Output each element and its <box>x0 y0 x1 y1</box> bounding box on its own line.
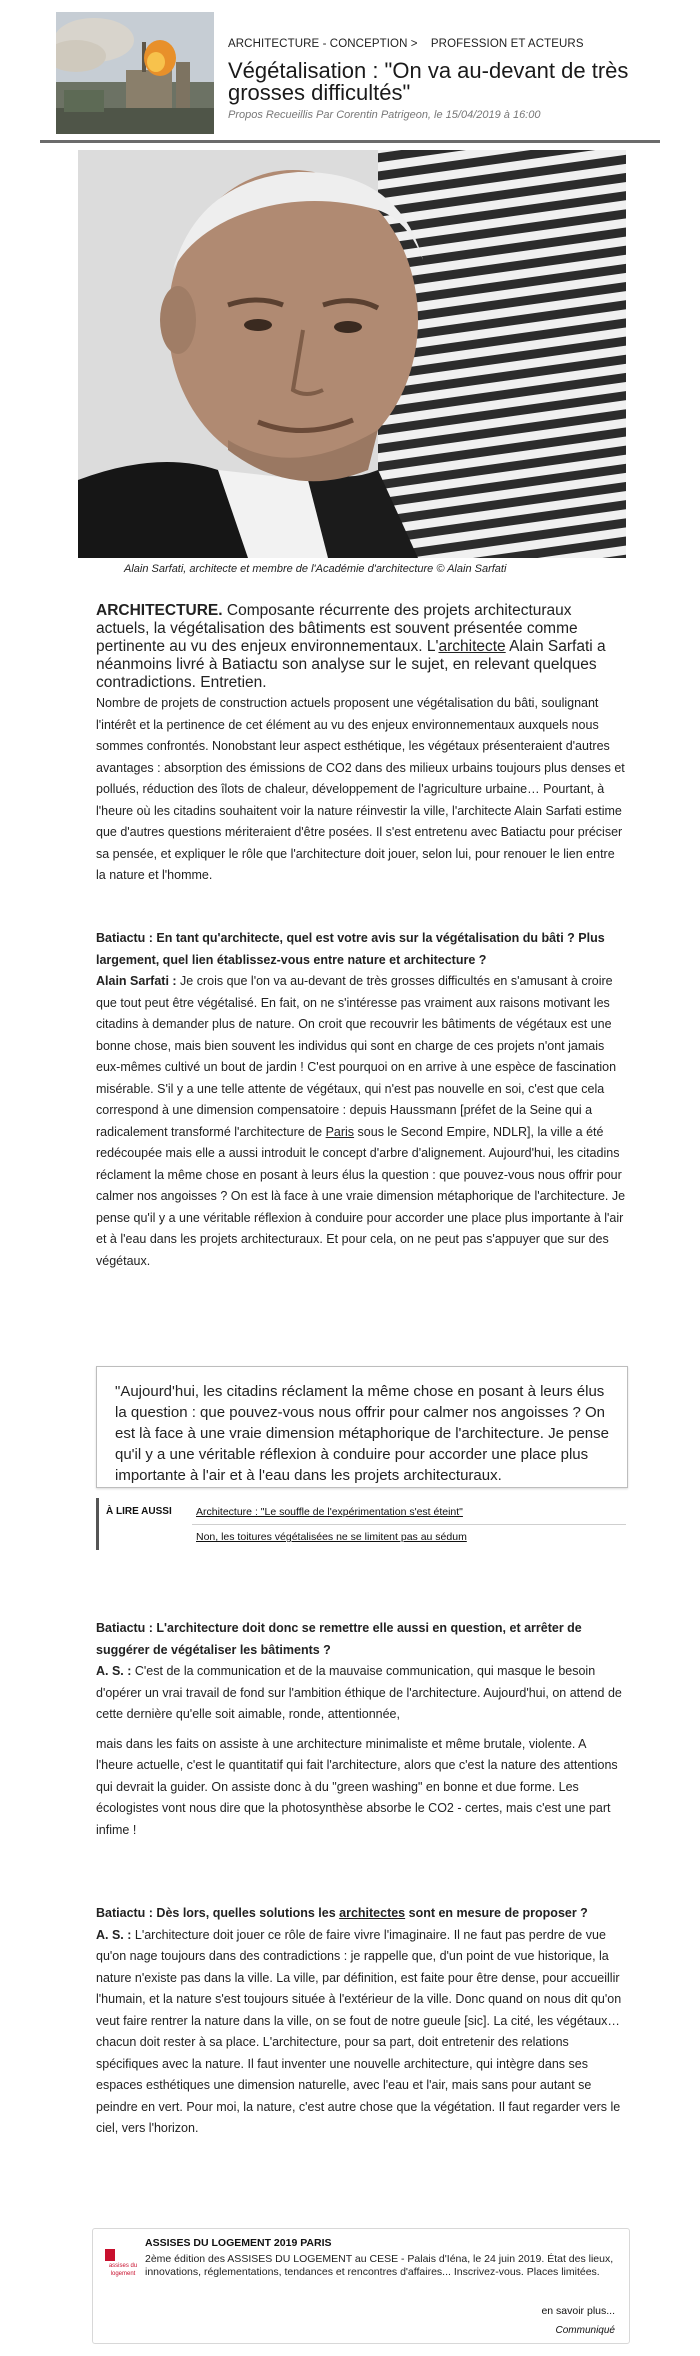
link-paris[interactable]: Paris <box>325 1124 355 1139</box>
answer-3 <box>96 1925 626 2140</box>
related-link[interactable]: Non, les toitures végétalisées ne se limitent pas au sédum <box>196 1531 467 1543</box>
portrait-illustration <box>78 150 626 558</box>
article-title: Végétalisation : "On va au-devant de très grosses difficultés" <box>228 58 629 105</box>
svg-text:assises du: assises du <box>108 2263 138 2269</box>
answer-text: Je crois que l'on va au-devant de très grosses difficultés en s'amusant à croire que tout peut être végétalisé. En fait, on ne s'intéresse pas vraiment aux raisons motivant les citadins à demander plus de nature. On croit que recouvrir les bâtiments de végétaux est une bonne chose, mais bien souvent les individus qui sont en charge de ces projets n'ont jamais eux-mêmes cultivé un bout de jardin ! C'est pourquoi on en arrive à une espèce de fascination misérable. S'il y a une telle attente de végétaux, qui n'est pas nouvelle en soi, c'est que cela correspond à une dimension compensatoire : depuis Haussmann [préfet de la Seine qui a radicalement transformé l'architecture de <box>96 974 617 1139</box>
qa-block-2 <box>96 1618 626 1841</box>
article-byline: Propos Recueillis Par Corentin Patrigeon, le 15/04/2019 à 16:00 <box>228 109 541 121</box>
answer-label: A. S. : <box>96 1927 132 1942</box>
answer-label: A. S. : <box>96 1664 132 1678</box>
svg-text:logement: logement <box>110 2271 136 2277</box>
assises-logo-graphic <box>103 2247 143 2287</box>
answer-2 <box>96 1661 626 1726</box>
breadcrumb <box>228 38 594 50</box>
answer-2-continued: mais dans les faits on assiste à une architecture minimaliste et même brutale, violente. A l'heure actuelle, c'est le quantitatif qui fait l'architecture, alors que c'est la nature des attentions qui devrait la guider. On assiste donc à du "green washing" en bonne et due forme. Les écologistes vont nous dire que la photosynthèse absorbe le CO2 - certes, mais c'est une part infime ! <box>96 1736 618 1837</box>
answer-text: C'est de la communication et de la mauvaise communication, qui masque le besoin d'opérer un vrai travail de fond sur l'ambition éthique de l'architecture. Aujourd'hui, on attend de cette dernière qu'elle soit aimable, ronde, attentionnée, <box>96 1664 622 1721</box>
lead-text: Alain Sarfati a néanmoins livré à Batiactu son analyse sur le sujet, en relevant quelques contradictions. Entretien. <box>96 638 606 691</box>
pull-quote-box <box>96 1366 628 1488</box>
article-lead <box>96 602 626 692</box>
breadcrumb-item[interactable]: PROFESSION ET ACTEURS <box>430 38 584 50</box>
event-title: ASSISES DU LOGEMENT 2019 PARIS <box>145 2237 332 2249</box>
qa-block-3 <box>96 1903 626 2140</box>
header-thumbnail-image[interactable] <box>56 12 214 134</box>
pull-quote: "Aujourd'hui, les citadins réclament la même chose en posant à leurs élus la question : que pouvez-vous nous offrir pour calmer nos angoisses ? On est là face à une vraie dimension métaphorique de l'architecture. Je pense qu'il y a une véritable réflexion à conduire pour accorder une place plus importante à l'air et à l'eau dans les projets architecturaux. <box>115 1383 609 1484</box>
lead-text: Composante récurrente des projets architecturaux actuels, la végétalisation des bâtiments est souvent présentée comme pertinente au vu des enjeux environnementaux. L' <box>96 602 578 655</box>
intro-paragraph: Nombre de projets de construction actuels proposent une végétalisation du bâti, soulignant l'intérêt et la pertinence de cet élément au vu des enjeux environnementaux auxquels nous sommes confrontés. Nonobstant leur aspect esthétique, les végétaux présenteraient d'autres avantages : absorption des émissions de CO2 dans des milieux urbains toujours plus denses et pollués, réduction des îlots de chaleur, développement de l'agriculture urbaine… Pourtant, à l'heure où les citadins souhaitent voir la nature réinvestir la ville, l'architecte Alain Sarfati estime que d'autres questions mériteraient d'être posées. Il s'est entretenu avec Batiactu pour préciser sa pensée, et expliquer le rôle que l'architecture doit jouer, selon lui, pour renouer le lien entre la nature et l'homme. <box>96 696 625 882</box>
portrait-image <box>78 150 626 558</box>
answer-1 <box>96 971 626 1272</box>
link-architectes[interactable]: architectes <box>339 1906 406 1920</box>
qa-block-1 <box>96 928 626 1272</box>
event-promo-box[interactable] <box>92 2228 630 2344</box>
read-more-link[interactable]: en savoir plus... <box>541 2305 615 2317</box>
question-3 <box>96 1903 626 1925</box>
question-1: Batiactu : En tant qu'architecte, quel est votre avis sur la végétalisation du bâti ? Plus largement, quel lien établissez-vous entre nature et architecture ? <box>96 931 605 967</box>
related-articles <box>96 1498 626 1550</box>
lead-link-architecte[interactable]: architecte <box>438 638 506 655</box>
question-2: Batiactu : L'architecture doit donc se remettre elle aussi en question, et arrêter de suggérer de végétaliser les bâtiments ? <box>96 1621 582 1657</box>
answer-label: Alain Sarfati : <box>96 974 177 988</box>
answer-text: L'architecture doit jouer ce rôle de faire vivre l'imaginaire. Il ne faut pas perdre de vue qu'on nage toujours dans des contradictions : je rappelle que, d'un point de vue historique, la nature n'existe pas dans la ville. La ville, par définition, est faite pour être dense, pour accueillir l'humain, et la nature s'est toujours située à l'extérieur de la ville. Donc quand on nous dit qu'on veut faire rentrer la nature dans la ville, on se fout de notre gueule [sic]. La cité, les végétaux… chacun doit rester à sa place. L'architecture, pour sa part, doit entretenir des relations spécifiques avec la nature. Il faut inventer une nouvelle architecture, qui intègre dans ses espaces esthétiques une dimension naturelle, avec l'eau et l'air, mais sans pour autant se peindre en vert. Pour moi, la nature, c'est autre chose que la végétation. Il faut regarder vers le ciel, vers l'horizon. <box>96 1927 622 2135</box>
notre-dame-fire-thumbnail <box>56 12 214 134</box>
header-divider <box>40 140 660 143</box>
related-divider <box>192 1524 626 1525</box>
question-text: Batiactu : Dès lors, quelles solutions les <box>96 1906 340 1920</box>
lead-label: ARCHITECTURE. <box>96 602 223 619</box>
sponsored-tag: Communiqué <box>555 2325 615 2336</box>
assises-logo <box>103 2247 143 2287</box>
event-description: 2ème édition des ASSISES DU LOGEMENT au CESE - Palais d'Iéna, le 24 juin 2019. État des lieux, innovations, réglementations, tendances et rencontres d'affaires... Inscrivez-vous. Places limitées. <box>145 2253 614 2278</box>
related-accent-bar <box>96 1498 99 1550</box>
related-label: À LIRE AUSSI <box>106 1506 172 1517</box>
portrait-caption: Alain Sarfati, architecte et membre de l'Académie d'architecture © Alain Sarfati <box>124 563 507 575</box>
article-header <box>52 12 648 144</box>
question-text: sont en mesure de proposer ? <box>405 1906 588 1920</box>
answer-text: sous le Second Empire, NDLR], la ville a été redécoupée mais elle a aussi introduit le concept d'arbre d'alignement. Aujourd'hui, les citadins réclament la même chose en posant à leurs élus la question : que pouvez-vous nous offrir pour calmer nos angoisses ? On est là face à une vraie dimension métaphorique de l'architecture. Je pense qu'il y a une véritable réflexion à conduire pour accorder une place plus importante à l'air et à l'eau dans les projets architecturaux. Et pour cela, on ne peut pas s'appuyer que sur des végétaux. <box>96 1124 626 1268</box>
related-link[interactable]: Architecture : "Le souffle de l'expérimentation s'est éteint" <box>196 1506 463 1518</box>
breadcrumb-item[interactable]: ARCHITECTURE - CONCEPTION > <box>228 38 418 50</box>
